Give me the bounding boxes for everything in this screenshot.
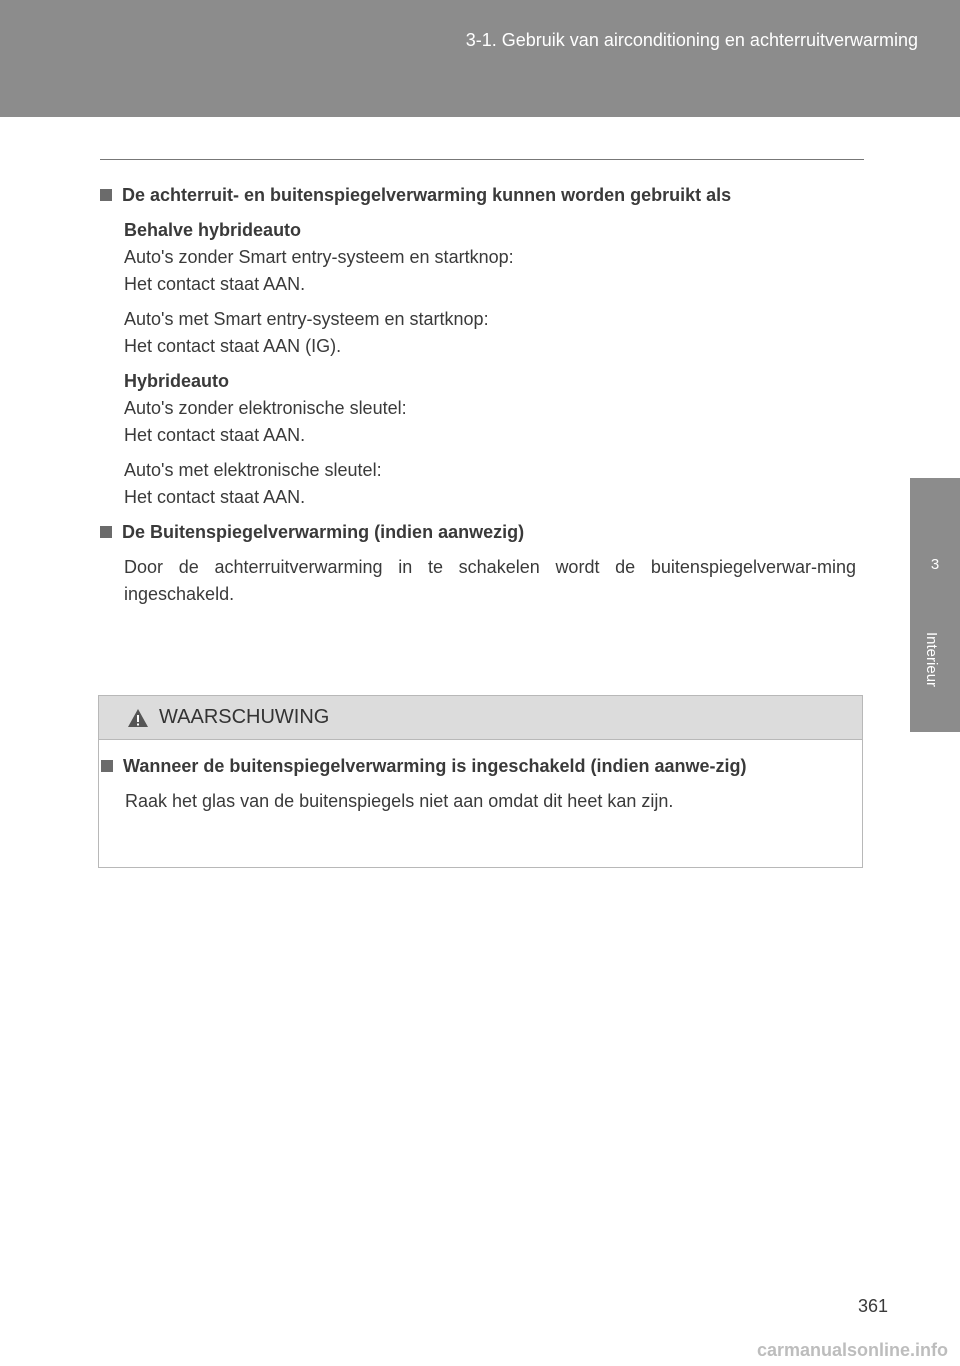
body-line: Het contact staat AAN (IG). <box>124 336 342 356</box>
body-paragraph: Door de achterruitverwarming in te schakelen wordt de buitenspiegelverwar-ming ingeschakeld. <box>124 557 856 604</box>
chapter-number: 3 <box>930 556 940 573</box>
main-content <box>100 182 856 608</box>
warning-title: WAARSCHUWING <box>159 706 330 728</box>
body-line: Het contact staat AAN. <box>124 425 306 445</box>
warning-header <box>99 696 862 740</box>
warning-content <box>99 753 855 815</box>
section-heading <box>100 182 856 209</box>
chapter-label: Interieur <box>923 632 940 688</box>
section-divider <box>100 159 864 160</box>
body-line: Het contact staat AAN. <box>124 274 306 294</box>
section-heading <box>100 519 856 546</box>
subheading: Behalve hybrideauto <box>124 220 302 240</box>
watermark: carmanualsonline.info <box>756 1340 948 1360</box>
body-line: Het contact staat AAN. <box>124 487 306 507</box>
square-bullet-icon <box>100 526 112 538</box>
body-line: Auto's zonder elektronische sleutel: <box>124 398 407 418</box>
warning-heading-text: Wanneer de buitenspiegelverwarming is ingeschakeld (indien aanwe-zig) <box>123 756 747 776</box>
warning-body-text: Raak het glas van de buitenspiegels niet aan omdat dit heet kan zijn. <box>125 791 674 811</box>
warning-heading <box>101 753 855 780</box>
header-band <box>0 0 960 117</box>
chapter-title: 3-1. Gebruik van airconditioning en achterruitverwarming <box>465 30 918 50</box>
body-line: Auto's met Smart entry-systeem en startknop: <box>124 309 489 329</box>
subheading: Hybrideauto <box>124 371 230 391</box>
warning-triangle-icon <box>127 708 149 728</box>
body-line: Auto's met elektronische sleutel: <box>124 460 382 480</box>
square-bullet-icon <box>100 189 112 201</box>
body-line: Auto's zonder Smart entry-systeem en startknop: <box>124 247 514 267</box>
page-number: 361 <box>857 1296 888 1316</box>
warning-box <box>98 695 863 868</box>
chapter-side-tab <box>910 478 960 732</box>
square-bullet-icon <box>101 760 113 772</box>
section-heading-text: De Buitenspiegelverwarming (indien aanwezig) <box>122 522 525 542</box>
section-heading-text: De achterruit- en buitenspiegelverwarming kunnen worden gebruikt als <box>122 185 732 205</box>
